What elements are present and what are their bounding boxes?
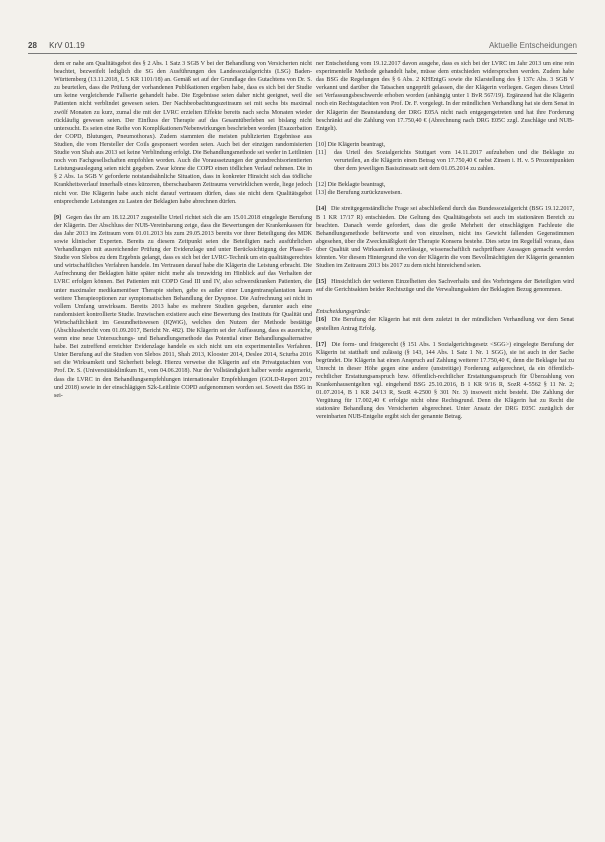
request-number: [11] bbox=[316, 149, 326, 156]
paragraph-9 bbox=[54, 214, 312, 400]
paragraph-16 bbox=[316, 316, 574, 332]
paragraph-text: Die streitgegenständliche Frage sei abschließend durch das Bundessozialgericht (BSG 19.12.2017, B 1 KR 17/17 R) entschieden. Die Geltung des Qualitätsgebots sei auch im stationären Bereich zu beachten. Danach werde gefordert, dass die große Mehrheit der einschlägigen Fachleute die Behandlungsmethode befürworte und von einzelnen, nicht ins Gewicht fallenden Gegenstimmen abgesehen, über die Zweckmäßigkeit der Therapie Konsens bestehe. Dies setze im Regelfall voraus, dass über Qualität und Wirksamkeit zuverlässige, wissenschaftlich nachprüfbare Aussagen gemacht werden könnten. Vor diesem Hintergrund die von der Klägerin die vom Bevollmächtigten der Klägerin genannten Studien im Zeitraum 2013 bis 2017 zu dem nicht hinreichend seien. bbox=[316, 206, 574, 270]
section-title: Aktuelle Entscheidungen bbox=[488, 41, 577, 50]
paragraph-number: [14] bbox=[316, 206, 327, 213]
request-item bbox=[316, 149, 574, 173]
paragraph-number: [15] bbox=[316, 279, 327, 286]
paragraph-17 bbox=[316, 341, 574, 422]
paragraph-15 bbox=[316, 278, 574, 294]
paragraph-text: Die form- und fristgerecht (§ 151 Abs. 1 Sozialgerichtsgesetz <SGG>) eingelegte Berufung der Klägerin ist statthaft und zulässig (§ 143, 144 Abs. 1 Satz 1 Nr. 1 SGG), sie ist auch in der Sache begründet. Die Klägerin hat einen Anspruch auf Zahlung weiterer 17.750,40 €, denn die Beklagte hat zu Unrecht in dieser Höhe gegen eine andere (unstreitige) Forderung aufgerechnet, da ein öffentlich-rechtlicher Erstattungsanspruch bzw. öffentlich-rechtlicher Erstattungsanspruch für Überzahlung von Krankenhausentgelten vgl. eingehend BSG 25.10.2016, B 1 KR 9/16 R, SozR 4-5562 § 11 Nr. 2; 01.07.2014, B 1 KR 24/13 R, SozR 4-2500 § 301 Nr. 3) insoweit nicht besteht. Die Zahlung der Vergütung für 17.002,40 € erfolgte nicht ohne Rechtsgrund. Denn die Klägerin hat zu Recht die stationäre Behandlung des Versicherten abgerechnet. Unter Ansatz der DRG E05C zuzüglich der vereinbarten NUB-Entgelte ergibt sich der genannte Betrag. bbox=[316, 341, 574, 421]
paragraph-number: [9] bbox=[54, 214, 62, 221]
running-head bbox=[28, 40, 577, 52]
paragraph-continued: dem er nahe am Qualitätsgebot des § 2 Abs. 1 Satz 3 SGB V bei der Behandlung von Versicherten nicht beachtet, bezweifelt lediglich die SG den Ausführungen des Landessozialgerichts (LSG) Baden-Württemberg (13.11.2018, L 5 KR 1101/18) an. Gemäß sei auf der Grundlage des Gutachtens von Dr. S. zu beurteilen, dass die Prüfung der vorhandenen Publikationen ergeben habe, dass es sich bei der Studie um keine vergleichende Fallserie gehandelt habe. Die Ergebnisse seien daher nicht geeignet, weil die Patienten nicht verblindet gewesen seien. Der Nachbeobachtungszeitraum sei mit sechs bis maximal zwölf Monaten zu kurz, zumal die mit der LVRC erzielten Effekte bereits nach sechs Monaten wieder rückläufig gewesen seien. Der Einfluss der Therapie auf das Gesamtüberleben sei bislang nicht untersucht. Es seien eine Reihe von Komplikationen/Nebenwirkungen beschrieben worden (Exazerbation der COPD, Blutungen, Pneumothorax). Zudem stammten die meisten publizierten Ergebnisse aus Studien, die vom Hersteller der Coils gesponsert worden seien. Auch bei der einzigen randomisierten Studie von Shah aus 2013 sei keine Verblindung erfolgt. Die Behandlungsmethode sei weder in Leitlinien noch von Fachgesellschaften empfohlen worden. Auch die Voraussetzungen der grundrechtsorientierten Leistungsauslegung seien nicht gegeben. Zwar könne die COPD einen tödlichen Verlauf nehmen. Die in § 2 Abs. 1a SGB V geforderte notstandsähnliche Situation, dass in konkreter Hinsicht sich das tödliche Krankheitsverlauf innerhalb eines kürzeren, überschaubaren Zeitraums verwirklichen werde, liege jedoch nicht vor. Die Klägerin habe auch nicht darauf vertrauen dürfen, dass sie nicht dem Qualitätsgebot entsprechende Leistungen zu Lasten der Beklagten habe abrechnen dürfen. bbox=[54, 61, 312, 205]
paragraph-text: Die Berufung der Klägerin hat mit dem zuletzt in der mündlichen Verhandlung vor dem Senat gestellten Antrag Erfolg. bbox=[316, 317, 574, 332]
section-subheading: Entscheidungsgründe: bbox=[316, 309, 371, 316]
paragraph-continued-right: ner Entscheidung vom 19.12.2017 davon ausgehe, dass es sich bei der LVRC im Jahr 2013 um eine rein experimentelle Methode gehandelt habe, müsse dem entschieden widersprochen werden. Zudem habe das BSG die Regelungen des § 6 Abs. 2 KHEntgG sowie die Klarstellung des § 137c Abs. 3 SGB V verkannt und darüber die Tatsachen ungeprüft gelassen, die der Klägerin vorliegen. Gegen dieses Urteil sei Verfassungsbeschwerde erhoben worden (anhängig unter 1 BvR 567/19). Ergänzend hat die Klägerin noch ein Rechtsgutachten von Prof. Dr. F. vorgelegt. In der mündlichen Verhandlung hat sie dem Senat in der Klägerin der Beanstandung der DRG E05A nicht nach entgegengetreten und hat ihre Forderung beschränkt auf die Zahlung von 17.750,40 € (Abrechnung nach DRG E05C zzgl. Zuschläge und NUB-Entgelt). bbox=[316, 61, 574, 132]
paragraph-number: [16] bbox=[316, 317, 327, 324]
request-text: das Urteil des Sozialgerichts Stuttgart vom 14.11.2017 aufzuheben und die Beklagte zu verurteilen, an die Klägerin einen Betrag von 17.750,40 € nebst Zinsen i. H. v. 5 Prozentpunkten über dem jeweiligen Basiszinssatz seit dem 01.05.2014 zu zahlen. bbox=[334, 149, 574, 173]
header-rule bbox=[28, 53, 577, 54]
right-column bbox=[316, 60, 574, 810]
defendant-request: [12] Die Beklagte beantragt, bbox=[316, 182, 386, 189]
journal-name: KrV 01.19 bbox=[49, 41, 85, 50]
paragraph-number: [17] bbox=[316, 341, 327, 348]
paragraph-text: Gegen das ihr am 18.12.2017 zugestellte Urteil richtet sich die am 15.01.2018 eingelegte Berufung der Klägerin. Der Abschluss der NUB-Vereinbarung zeige, dass die Bewertungen der Krankenkassen für das Jahr 2013 im Zeitraum vom 01.01.2013 bis zum 29.05.2013 bereits vor ihrer Beteiligung des MDK sowie klinischer Experten. Bereits zu diesem Zeitpunkt seien die Beteiligten nach ausführlichen Verhandlungen mit ausreichender Prüfung der Evidenzlage und unter Berücksichtigung der Phase-II-Studie von Slebos zu dem Ergebnis gelangt, dass es sich bei der LVRC-Technik um ein qualitätsgerechtes und wirtschaftliches Verfahren handele. Im Vertrauen darauf habe die Klägerin die Leistung erbracht. Die Aufrechnung der Beklagten hätte später nicht mehr als treuwidrig im Hinblick auf das Verhalten der LVRC erfolgen können. Bei Patienten mit COPD Grad III und IV, also schwerstkranken Patienten, die unter maximaler medikamentöser Therapie stehen, gebe es außer einer Lungentransplantation kaum weitere Therapieoptionen zur symptomatischen Behandlung der Dyspnoe. Die Aufrechnung sei nicht in vollem Umfang unwirksam. Bereits 2013 habe es mehrere Studien gegeben, darunter auch eine randomisiert kontrollierte Studie. Inzwischen existiere auch eine Bewertung des Instituts für Qualität und Wirtschaftlichkeit im Gesundheitswesen (IQWiG), welches den Nutzen der Methode bestätige (Abschlussbericht vom 01.09.2017, Bericht Nr. 482). Die Klägerin sei der Auffassung, dass es ausreiche, wenn eine neue Untersuchungs- und Behandlungsmethode das Potential einer Behandlungsalternative habe. Bei zutreffend erreichter Evidenzlage handele es sich nicht um ein experimentelles Verfahren. Unter Berufung auf die Studien von Slebos 2011, Shah 2013, Klooster 2014, Deslee 2014, Sciurba 2016 sei die Wirksamkeit und Sicherheit belegt. Hierzu verweise die Klägerin auf ein Privatgutachten von Prof. Dr. S. (Universitätsklinikum H., vom 04.06.2018). Nur der Vollständigkeit halber werde angemerkt, dass die LVRC in den Behandlungsempfehlungen internationaler Empfehlungen (GOLD-Report 2017 und 2018) sowie in der einschlägigen S2k-Leitlinie COPD aufgenommen worden sei. Soweit das BSG in sei- bbox=[54, 214, 312, 399]
page-number: 28 bbox=[28, 41, 37, 50]
left-column bbox=[54, 60, 312, 810]
request-intro: [10] Die Klägerin beantragt, bbox=[316, 141, 386, 148]
paragraph-14 bbox=[316, 205, 574, 270]
defendant-request-text: [13] die Berufung zurückzuweisen. bbox=[316, 190, 402, 197]
paragraph-text: Hinsichtlich der weiteren Einzelheiten des Sachverhalts und des Vorbringens der Beteiligten wird auf die Gerichtsakten beider Rechtszüge und die Verwaltungsakten der Beklagten Bezug genommen. bbox=[316, 279, 574, 294]
